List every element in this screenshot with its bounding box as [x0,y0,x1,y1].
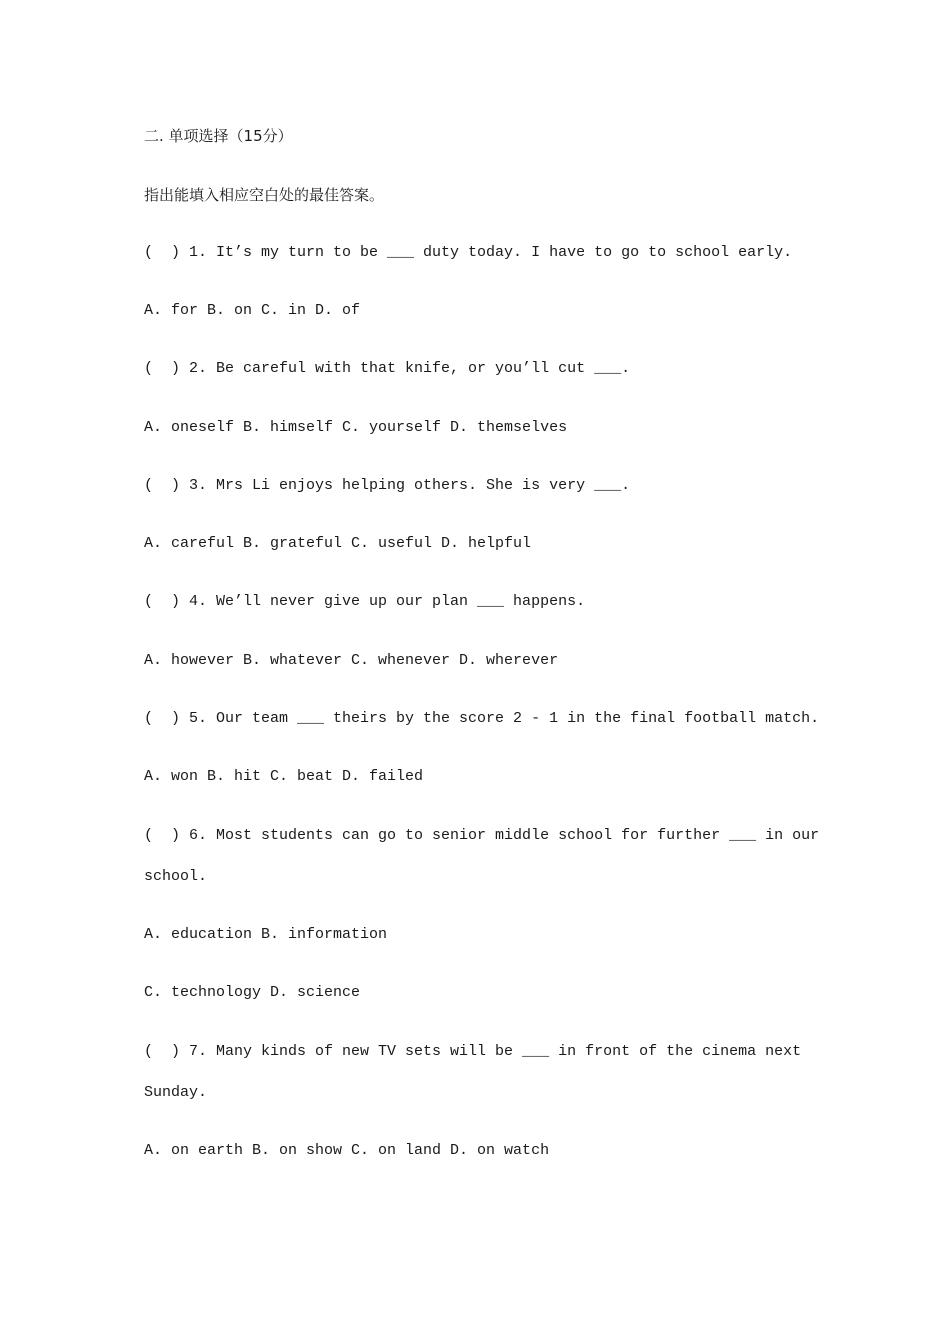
question-2-stem: ( ) 2. Be careful with that knife, or you’ll cut ___. [144,360,631,377]
question-4-stem: ( ) 4. We’ll never give up our plan ___ happens. [144,593,586,610]
question-3-options: A. careful B. grateful C. useful D. helpful [144,535,532,552]
question-1-options: A. for B. on C. in D. of [144,302,361,319]
question-7-stem-continued: Sunday. [144,1084,208,1101]
question-5-options: A. won B. hit C. beat D. failed [144,768,424,785]
section-heading: 二. 单项选择（15分） [144,127,293,145]
question-2-options: A. oneself B. himself C. yourself D. themselves [144,419,568,436]
section-instruction: 指出能填入相应空白处的最佳答案。 [144,186,385,204]
question-5-stem: ( ) 5. Our team ___ theirs by the score 2 - 1 in the final football match. [144,710,820,727]
question-6-options-line-2: C. technology D. science [144,984,361,1001]
question-7-stem: ( ) 7. Many kinds of new TV sets will be ___ in front of the cinema next [144,1043,802,1060]
question-6-stem-continued: school. [144,868,208,885]
question-3-stem: ( ) 3. Mrs Li enjoys helping others. She is very ___. [144,477,631,494]
question-7-options: A. on earth B. on show C. on land D. on watch [144,1142,550,1159]
question-1-stem: ( ) 1. It’s my turn to be ___ duty today. I have to go to school early. [144,244,793,261]
question-4-options: A. however B. whatever C. whenever D. wherever [144,652,559,669]
question-6-options-line-1: A. education B. information [144,926,388,943]
question-6-stem: ( ) 6. Most students can go to senior middle school for further ___ in our [144,827,820,844]
